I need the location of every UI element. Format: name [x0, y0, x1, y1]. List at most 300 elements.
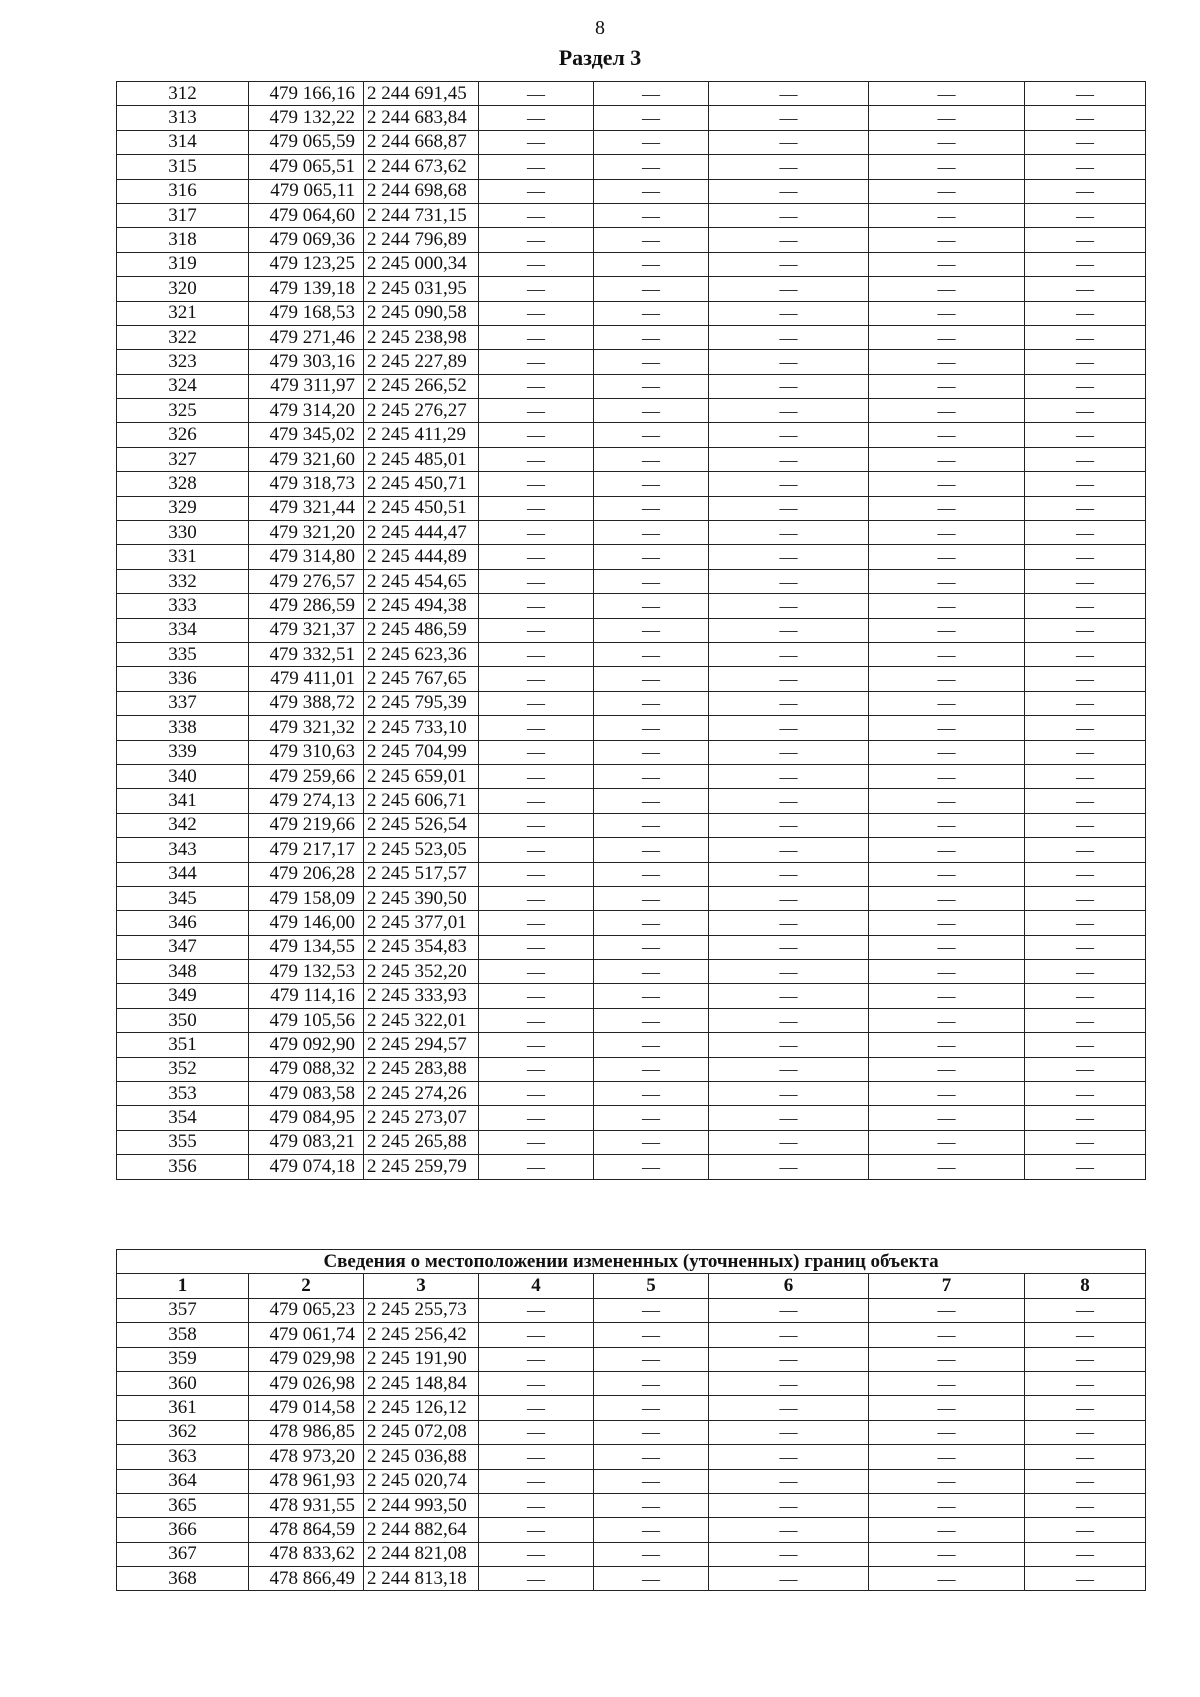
empty-dash-cell: — — [479, 1396, 594, 1420]
empty-dash-cell: — — [869, 789, 1025, 813]
empty-dash-cell: — — [869, 301, 1025, 325]
table-row — [117, 82, 1146, 106]
table-row — [117, 691, 1146, 715]
empty-dash-cell: — — [869, 350, 1025, 374]
point-number: 359 — [117, 1347, 249, 1371]
empty-dash-cell: — — [594, 984, 709, 1008]
point-number: 314 — [117, 130, 249, 154]
empty-dash-cell: — — [1025, 935, 1146, 959]
table-row — [117, 862, 1146, 886]
column-header: 1 — [117, 1274, 249, 1298]
point-number: 367 — [117, 1542, 249, 1566]
coord-x: 479 314,80 — [249, 545, 364, 569]
table-row — [117, 911, 1146, 935]
empty-dash-cell: — — [594, 301, 709, 325]
empty-dash-cell: — — [709, 642, 869, 666]
table-row — [117, 1298, 1146, 1322]
coord-x: 479 321,37 — [249, 618, 364, 642]
empty-dash-cell: — — [1025, 1130, 1146, 1154]
table-row — [117, 838, 1146, 862]
column-header: 7 — [869, 1274, 1025, 1298]
table-row — [117, 984, 1146, 1008]
empty-dash-cell: — — [1025, 1493, 1146, 1517]
empty-dash-cell: — — [869, 1542, 1025, 1566]
empty-dash-cell: — — [594, 1323, 709, 1347]
empty-dash-cell: — — [594, 325, 709, 349]
table-row — [117, 252, 1146, 276]
empty-dash-cell: — — [1025, 1057, 1146, 1081]
table-row — [117, 764, 1146, 788]
coord-x: 479 286,59 — [249, 594, 364, 618]
empty-dash-cell: — — [479, 1155, 594, 1179]
empty-dash-cell: — — [1025, 1347, 1146, 1371]
point-number: 326 — [117, 423, 249, 447]
empty-dash-cell: — — [1025, 1542, 1146, 1566]
empty-dash-cell: — — [594, 1542, 709, 1566]
coord-y: 2 245 517,57 — [364, 862, 479, 886]
table-row — [117, 1371, 1146, 1395]
point-number: 324 — [117, 374, 249, 398]
point-number: 333 — [117, 594, 249, 618]
empty-dash-cell: — — [709, 886, 869, 910]
coord-x: 479 146,00 — [249, 911, 364, 935]
point-number: 328 — [117, 472, 249, 496]
table-row — [117, 1008, 1146, 1032]
empty-dash-cell: — — [869, 325, 1025, 349]
coord-x: 479 321,60 — [249, 447, 364, 471]
coord-x: 479 029,98 — [249, 1347, 364, 1371]
empty-dash-cell: — — [869, 277, 1025, 301]
empty-dash-cell: — — [709, 1033, 869, 1057]
empty-dash-cell: — — [594, 1396, 709, 1420]
empty-dash-cell: — — [594, 106, 709, 130]
empty-dash-cell: — — [479, 130, 594, 154]
empty-dash-cell: — — [479, 1567, 594, 1591]
coord-x: 479 158,09 — [249, 886, 364, 910]
table-title-row — [117, 1250, 1146, 1274]
coord-x: 478 986,85 — [249, 1420, 364, 1444]
point-number: 368 — [117, 1567, 249, 1591]
empty-dash-cell: — — [479, 1445, 594, 1469]
empty-dash-cell: — — [594, 82, 709, 106]
coord-x: 479 303,16 — [249, 350, 364, 374]
table-row — [117, 594, 1146, 618]
point-number: 361 — [117, 1396, 249, 1420]
empty-dash-cell: — — [1025, 179, 1146, 203]
point-number: 315 — [117, 155, 249, 179]
empty-dash-cell: — — [1025, 1420, 1146, 1444]
empty-dash-cell: — — [709, 1396, 869, 1420]
coord-x: 479 074,18 — [249, 1155, 364, 1179]
coord-y: 2 245 606,71 — [364, 789, 479, 813]
point-number: 319 — [117, 252, 249, 276]
empty-dash-cell: — — [869, 1518, 1025, 1542]
empty-dash-cell: — — [869, 1469, 1025, 1493]
coord-x: 479 069,36 — [249, 228, 364, 252]
empty-dash-cell: — — [479, 447, 594, 471]
empty-dash-cell: — — [869, 252, 1025, 276]
coord-y: 2 245 273,07 — [364, 1106, 479, 1130]
coord-y: 2 245 274,26 — [364, 1082, 479, 1106]
empty-dash-cell: — — [479, 1493, 594, 1517]
empty-dash-cell: — — [869, 521, 1025, 545]
point-number: 334 — [117, 618, 249, 642]
empty-dash-cell: — — [594, 1420, 709, 1444]
coord-x: 479 311,97 — [249, 374, 364, 398]
empty-dash-cell: — — [1025, 1518, 1146, 1542]
point-number: 345 — [117, 886, 249, 910]
empty-dash-cell: — — [709, 82, 869, 106]
empty-dash-cell: — — [1025, 984, 1146, 1008]
empty-dash-cell: — — [1025, 667, 1146, 691]
empty-dash-cell: — — [594, 740, 709, 764]
point-number: 362 — [117, 1420, 249, 1444]
empty-dash-cell: — — [594, 1033, 709, 1057]
empty-dash-cell: — — [479, 1298, 594, 1322]
coord-y: 2 245 255,73 — [364, 1298, 479, 1322]
coord-x: 479 105,56 — [249, 1008, 364, 1032]
coord-y: 2 245 191,90 — [364, 1347, 479, 1371]
table-row — [117, 423, 1146, 447]
empty-dash-cell: — — [479, 862, 594, 886]
table-title: Сведения о местоположении измененных (уточненных) границ объекта — [117, 1250, 1146, 1274]
empty-dash-cell: — — [479, 716, 594, 740]
point-number: 322 — [117, 325, 249, 349]
coord-y: 2 245 494,38 — [364, 594, 479, 618]
empty-dash-cell: — — [594, 130, 709, 154]
empty-dash-cell: — — [594, 642, 709, 666]
empty-dash-cell: — — [479, 82, 594, 106]
coord-y: 2 245 454,65 — [364, 569, 479, 593]
coord-x: 479 321,44 — [249, 496, 364, 520]
empty-dash-cell: — — [479, 325, 594, 349]
empty-dash-cell: — — [869, 935, 1025, 959]
empty-dash-cell: — — [709, 106, 869, 130]
empty-dash-cell: — — [594, 1493, 709, 1517]
empty-dash-cell: — — [594, 594, 709, 618]
empty-dash-cell: — — [1025, 82, 1146, 106]
table-row — [117, 1567, 1146, 1591]
empty-dash-cell: — — [1025, 886, 1146, 910]
empty-dash-cell: — — [869, 1082, 1025, 1106]
empty-dash-cell: — — [709, 1542, 869, 1566]
empty-dash-cell: — — [709, 1008, 869, 1032]
empty-dash-cell: — — [869, 667, 1025, 691]
empty-dash-cell: — — [869, 496, 1025, 520]
empty-dash-cell: — — [479, 301, 594, 325]
empty-dash-cell: — — [479, 935, 594, 959]
empty-dash-cell: — — [1025, 716, 1146, 740]
coord-y: 2 245 072,08 — [364, 1420, 479, 1444]
empty-dash-cell: — — [479, 642, 594, 666]
empty-dash-cell: — — [594, 423, 709, 447]
empty-dash-cell: — — [479, 1082, 594, 1106]
empty-dash-cell: — — [1025, 252, 1146, 276]
empty-dash-cell: — — [479, 1033, 594, 1057]
empty-dash-cell: — — [594, 1445, 709, 1469]
empty-dash-cell: — — [1025, 1396, 1146, 1420]
empty-dash-cell: — — [709, 423, 869, 447]
column-header-row — [117, 1274, 1146, 1298]
empty-dash-cell: — — [869, 1130, 1025, 1154]
empty-dash-cell: — — [709, 1082, 869, 1106]
empty-dash-cell: — — [479, 252, 594, 276]
table-row — [117, 472, 1146, 496]
table-row — [117, 1518, 1146, 1542]
empty-dash-cell: — — [709, 472, 869, 496]
empty-dash-cell: — — [1025, 277, 1146, 301]
coord-y: 2 245 523,05 — [364, 838, 479, 862]
empty-dash-cell: — — [479, 764, 594, 788]
point-number: 364 — [117, 1469, 249, 1493]
table-row — [117, 886, 1146, 910]
table-row — [117, 960, 1146, 984]
empty-dash-cell: — — [594, 569, 709, 593]
point-number: 354 — [117, 1106, 249, 1130]
empty-dash-cell: — — [709, 1518, 869, 1542]
coord-y: 2 244 813,18 — [364, 1567, 479, 1591]
empty-dash-cell: — — [869, 1298, 1025, 1322]
empty-dash-cell: — — [479, 155, 594, 179]
empty-dash-cell: — — [594, 789, 709, 813]
empty-dash-cell: — — [869, 1445, 1025, 1469]
coord-y: 2 245 090,58 — [364, 301, 479, 325]
empty-dash-cell: — — [709, 813, 869, 837]
coord-x: 478 833,62 — [249, 1542, 364, 1566]
empty-dash-cell: — — [479, 886, 594, 910]
empty-dash-cell: — — [869, 447, 1025, 471]
table-row — [117, 106, 1146, 130]
coord-y: 2 244 668,87 — [364, 130, 479, 154]
point-number: 327 — [117, 447, 249, 471]
table-row — [117, 203, 1146, 227]
empty-dash-cell: — — [869, 618, 1025, 642]
empty-dash-cell: — — [479, 545, 594, 569]
table-row — [117, 545, 1146, 569]
coord-x: 479 114,16 — [249, 984, 364, 1008]
empty-dash-cell: — — [594, 764, 709, 788]
column-header: 6 — [709, 1274, 869, 1298]
table-row — [117, 1057, 1146, 1081]
point-number: 366 — [117, 1518, 249, 1542]
empty-dash-cell: — — [594, 911, 709, 935]
empty-dash-cell: — — [594, 886, 709, 910]
coord-x: 479 139,18 — [249, 277, 364, 301]
empty-dash-cell: — — [869, 155, 1025, 179]
table-row — [117, 179, 1146, 203]
coord-y: 2 245 352,20 — [364, 960, 479, 984]
empty-dash-cell: — — [869, 106, 1025, 130]
empty-dash-cell: — — [709, 1323, 869, 1347]
empty-dash-cell: — — [594, 179, 709, 203]
coord-y: 2 245 238,98 — [364, 325, 479, 349]
empty-dash-cell: — — [1025, 1323, 1146, 1347]
empty-dash-cell: — — [869, 228, 1025, 252]
empty-dash-cell: — — [594, 203, 709, 227]
table-row — [117, 1082, 1146, 1106]
coord-x: 478 866,49 — [249, 1567, 364, 1591]
empty-dash-cell: — — [709, 1420, 869, 1444]
empty-dash-cell: — — [1025, 862, 1146, 886]
empty-dash-cell: — — [594, 350, 709, 374]
point-number: 342 — [117, 813, 249, 837]
coord-x: 479 064,60 — [249, 203, 364, 227]
point-number: 363 — [117, 1445, 249, 1469]
empty-dash-cell: — — [594, 1469, 709, 1493]
empty-dash-cell: — — [709, 1130, 869, 1154]
coord-x: 479 314,20 — [249, 399, 364, 423]
coord-y: 2 245 526,54 — [364, 813, 479, 837]
empty-dash-cell: — — [869, 472, 1025, 496]
coord-y: 2 244 673,62 — [364, 155, 479, 179]
empty-dash-cell: — — [479, 1420, 594, 1444]
empty-dash-cell: — — [869, 813, 1025, 837]
table-row — [117, 1106, 1146, 1130]
point-number: 356 — [117, 1155, 249, 1179]
point-number: 325 — [117, 399, 249, 423]
coord-x: 478 973,20 — [249, 1445, 364, 1469]
empty-dash-cell: — — [594, 960, 709, 984]
empty-dash-cell: — — [709, 594, 869, 618]
empty-dash-cell: — — [869, 399, 1025, 423]
point-number: 336 — [117, 667, 249, 691]
table-row — [117, 1347, 1146, 1371]
coord-y: 2 245 450,51 — [364, 496, 479, 520]
column-header: 3 — [364, 1274, 479, 1298]
empty-dash-cell: — — [869, 179, 1025, 203]
empty-dash-cell: — — [479, 1542, 594, 1566]
empty-dash-cell: — — [709, 1057, 869, 1081]
empty-dash-cell: — — [479, 1008, 594, 1032]
coord-y: 2 245 411,29 — [364, 423, 479, 447]
empty-dash-cell: — — [869, 203, 1025, 227]
coord-y: 2 245 256,42 — [364, 1323, 479, 1347]
table-row — [117, 277, 1146, 301]
point-number: 312 — [117, 82, 249, 106]
empty-dash-cell: — — [709, 228, 869, 252]
coord-x: 479 276,57 — [249, 569, 364, 593]
empty-dash-cell: — — [1025, 1298, 1146, 1322]
empty-dash-cell: — — [1025, 130, 1146, 154]
empty-dash-cell: — — [869, 740, 1025, 764]
point-number: 329 — [117, 496, 249, 520]
empty-dash-cell: — — [1025, 496, 1146, 520]
point-number: 341 — [117, 789, 249, 813]
empty-dash-cell: — — [709, 350, 869, 374]
coord-y: 2 245 623,36 — [364, 642, 479, 666]
empty-dash-cell: — — [709, 911, 869, 935]
coord-x: 479 411,01 — [249, 667, 364, 691]
empty-dash-cell: — — [709, 155, 869, 179]
empty-dash-cell: — — [709, 764, 869, 788]
point-number: 313 — [117, 106, 249, 130]
empty-dash-cell: — — [594, 862, 709, 886]
coord-y: 2 245 227,89 — [364, 350, 479, 374]
point-number: 355 — [117, 1130, 249, 1154]
coord-x: 479 321,32 — [249, 716, 364, 740]
table-row — [117, 1130, 1146, 1154]
point-number: 318 — [117, 228, 249, 252]
empty-dash-cell: — — [594, 374, 709, 398]
table-row — [117, 1469, 1146, 1493]
coord-x: 479 132,22 — [249, 106, 364, 130]
empty-dash-cell: — — [1025, 838, 1146, 862]
coord-y: 2 244 731,15 — [364, 203, 479, 227]
empty-dash-cell: — — [594, 521, 709, 545]
coord-x: 479 065,11 — [249, 179, 364, 203]
empty-dash-cell: — — [709, 252, 869, 276]
empty-dash-cell: — — [869, 423, 1025, 447]
column-header: 2 — [249, 1274, 364, 1298]
empty-dash-cell: — — [869, 642, 1025, 666]
table-row — [117, 1542, 1146, 1566]
empty-dash-cell: — — [1025, 1469, 1146, 1493]
coord-y: 2 245 767,65 — [364, 667, 479, 691]
empty-dash-cell: — — [594, 228, 709, 252]
table-row — [117, 789, 1146, 813]
coord-y: 2 245 486,59 — [364, 618, 479, 642]
empty-dash-cell: — — [1025, 813, 1146, 837]
coord-x: 479 083,21 — [249, 1130, 364, 1154]
empty-dash-cell: — — [479, 569, 594, 593]
table-row — [117, 1396, 1146, 1420]
empty-dash-cell: — — [709, 838, 869, 862]
empty-dash-cell: — — [479, 667, 594, 691]
point-number: 351 — [117, 1033, 249, 1057]
empty-dash-cell: — — [594, 1106, 709, 1130]
empty-dash-cell: — — [594, 1082, 709, 1106]
empty-dash-cell: — — [479, 1106, 594, 1130]
coord-x: 479 065,51 — [249, 155, 364, 179]
coord-x: 479 134,55 — [249, 935, 364, 959]
empty-dash-cell: — — [1025, 1008, 1146, 1032]
coord-y: 2 244 821,08 — [364, 1542, 479, 1566]
empty-dash-cell: — — [1025, 1371, 1146, 1395]
empty-dash-cell: — — [709, 325, 869, 349]
empty-dash-cell: — — [869, 691, 1025, 715]
empty-dash-cell: — — [709, 618, 869, 642]
coord-y: 2 244 698,68 — [364, 179, 479, 203]
empty-dash-cell: — — [1025, 1567, 1146, 1591]
empty-dash-cell: — — [594, 1057, 709, 1081]
empty-dash-cell: — — [479, 1518, 594, 1542]
coord-x: 479 083,58 — [249, 1082, 364, 1106]
empty-dash-cell: — — [594, 935, 709, 959]
empty-dash-cell: — — [594, 1371, 709, 1395]
coord-x: 478 931,55 — [249, 1493, 364, 1517]
empty-dash-cell: — — [869, 569, 1025, 593]
coord-x: 479 026,98 — [249, 1371, 364, 1395]
coord-y: 2 245 148,84 — [364, 1371, 479, 1395]
table-row — [117, 155, 1146, 179]
table-row — [117, 301, 1146, 325]
empty-dash-cell: — — [1025, 1445, 1146, 1469]
point-number: 337 — [117, 691, 249, 715]
empty-dash-cell: — — [479, 691, 594, 715]
coord-y: 2 245 294,57 — [364, 1033, 479, 1057]
empty-dash-cell: — — [594, 155, 709, 179]
point-number: 358 — [117, 1323, 249, 1347]
point-number: 321 — [117, 301, 249, 325]
coord-x: 479 259,66 — [249, 764, 364, 788]
empty-dash-cell: — — [479, 838, 594, 862]
empty-dash-cell: — — [594, 1298, 709, 1322]
coord-y: 2 245 450,71 — [364, 472, 479, 496]
coord-x: 478 961,93 — [249, 1469, 364, 1493]
empty-dash-cell: — — [594, 496, 709, 520]
empty-dash-cell: — — [709, 667, 869, 691]
coord-x: 479 014,58 — [249, 1396, 364, 1420]
